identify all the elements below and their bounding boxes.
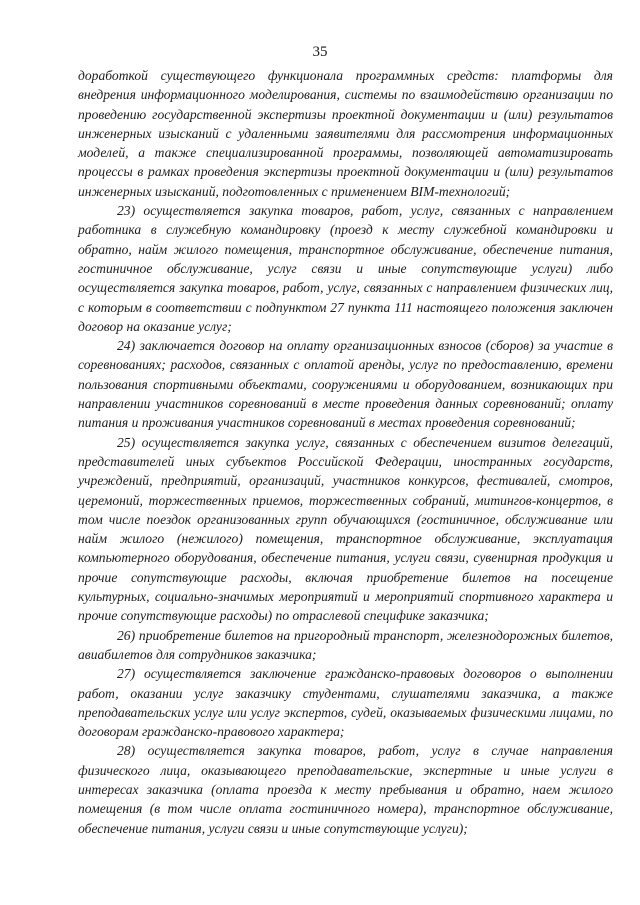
paragraph-item-25: 25) осуществляется закупка услуг, связанных с обеспечением визитов делегаций, представителей иных субъектов Российской Федерации, иностранных государств, учреждений, предприятий, организаций, участников конкурсов, фестивалей, смотров, церемоний, торжественных приемов, торжественных собраний, митингов-концертов, в том числе поездок организованных групп обучающихся (гостиничное, обслуживание или найм жилого (нежилого) помещения, транспортное обслуживание, эксплуатация компьютерного оборудования, обеспечение питания, услуги связи, сувенирная продукция и прочие сопутствующие расходы, включая приобретение билетов на посещение культурных, социально-значимых мероприятий и мероприятий спортивного характера и прочие сопутствующие расходы) по отраслевой специфике заказчика;: [78, 434, 613, 624]
paragraph-continuation: доработкой существующего функционала программных средств: платформы для внедрения информационного моделирования, системы по взаимодействию организации по проведению государственной экспертизы проектной документации и (или) результатов инженерных изысканий с удаленными заявителями для рассмотрения информационных моделей, а также специализированной программы, позволяющей автоматизировать процессы в рамках проведения экспертизы проектной документации и (или) результатов инженерных изысканий, подготовленных с применением BIM-технологий;: [78, 68, 613, 199]
paragraph-item-23: 23) осуществляется закупка товаров, работ, услуг, связанных с направлением работника в служебную командировку (проезд к месту служебной командировки и обратно, найм жилого помещения, транспортное обслуживание, обеспечение питания, гостиничное обслуживание, услуг связи и иные сопутствующие услуги) либо осуществляется закупка товаров, работ, услуг, связанных с направлением физических лиц, с которым в соответствии с подпунктом 27 пункта 111 настоящего положения заключен договор на оказание услуг;: [78, 203, 613, 334]
paragraph-item-28: 28) осуществляется закупка товаров, работ, услуг в случае направления физического лица, оказывающего преподавательские, экспертные и иные услуги в интересах заказчика (оплата проезда к месту пребывания и обратно, наем жилого помещения (в том числе оплата гостиничного номера), транспортное обслуживание, обеспечение питания, услуги связи и иные сопутствующие услуги);: [78, 743, 613, 836]
paragraph-item-24: 24) заключается договор на оплату организационных взносов (сборов) за участие в соревнованиях; расходов, связанных с оплатой аренды, услуг по предоставлению, времени пользования спортивными объектами, сооружениями и оборудованием, возникающих при направлении участников соревнований в месте проведения данных соревнований; оплату питания и проживания участников соревнований в местах проведения соревнований;: [78, 338, 613, 431]
page-number: 35: [312, 44, 328, 60]
paragraph-item-27: 27) осуществляется заключение гражданско-правовых договоров о выполнении работ, оказании услуг заказчику студентами, слушателями заказчика, а также преподавательских услуг или услуг экспертов, судей, оказываемых физическими лицами, по договорам гражданско-правового характера;: [78, 666, 613, 740]
paragraph-item-26: 26) приобретение билетов на пригородный транспорт, железнодорожных билетов, авиабилетов для сотрудников заказчика;: [78, 627, 613, 662]
document-body: [78, 66, 613, 838]
